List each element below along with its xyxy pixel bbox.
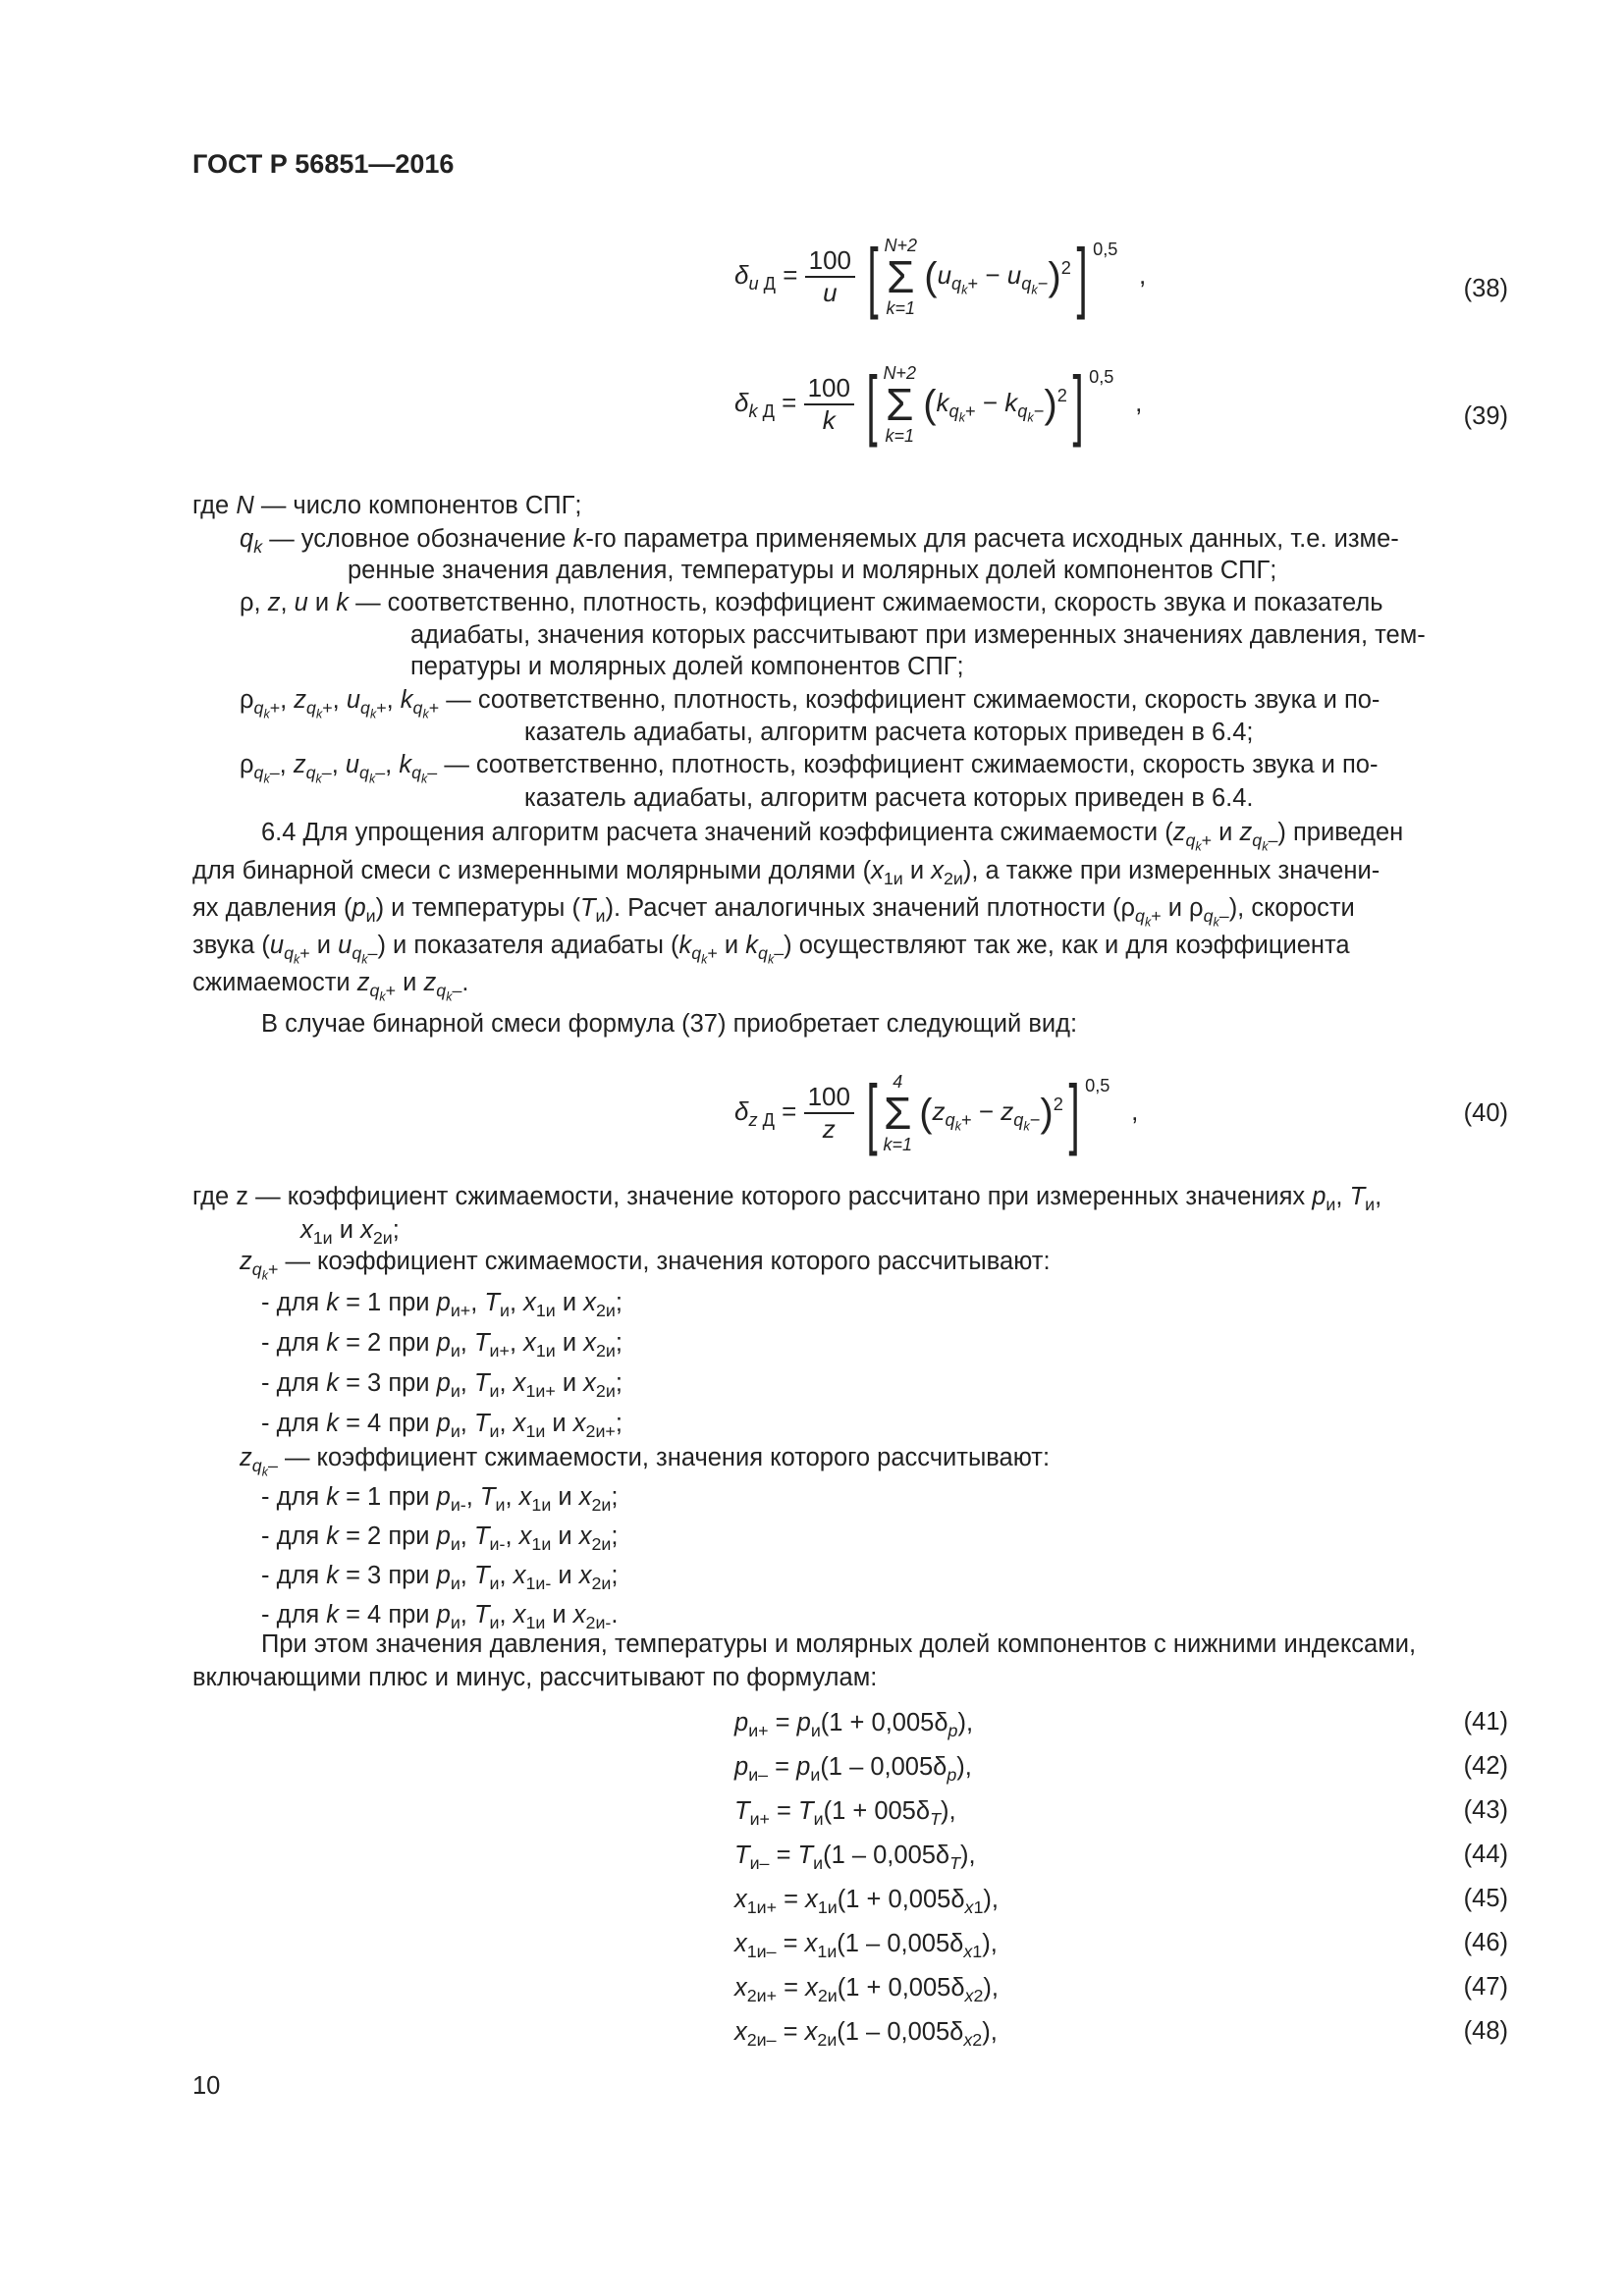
def-rho-line3: пературы и молярных долей компонентов СПГ; bbox=[410, 653, 964, 680]
zplus-k1: - для k = 1 при $p_{и+}$, $T_и$, $x_{1и}$ и $x_{2и}$; bbox=[261, 1289, 623, 1321]
formula-48: $x_{2и-} = x_{2и}(1 - 0,005\delta_{x2})$, bbox=[734, 2018, 998, 2051]
def-n: где N — число компонентов СПГ; bbox=[192, 492, 582, 519]
zminus-k3: - для k = 3 при $p_и$, $T_и$, $x_{1и-}$ и $x_{2и}$; bbox=[261, 1562, 619, 1594]
para-binary: В случае бинарной смеси формула (37) приобретает следующий вид: bbox=[261, 1010, 1078, 1038]
zplus-k4: - для k = 4 при $p_и$, $T_и$, $x_{1и}$ и $x_{2и+}$; bbox=[261, 1410, 623, 1442]
formula-41-number: (41) bbox=[1463, 1708, 1508, 1735]
equation-40-number: (40) bbox=[1463, 1099, 1508, 1127]
formula-46-number: (46) bbox=[1463, 1929, 1508, 1956]
formula-44: $T_{и-} = T_и(1 - 0,005\delta_T)$, bbox=[734, 1842, 976, 1874]
zplus-k3: - для k = 3 при $p_и$, $T_и$, $x_{1и+}$ и $x_{2и}$; bbox=[261, 1369, 623, 1402]
def-rho-line2: адиабаты, значения которых рассчитывают при измеренных значениях давления, тем- bbox=[410, 621, 1426, 649]
para-6-4-line4: звука ($u_{q_k+}$ и $u_{q_k-}$) и показателя адиабаты ($k_{q_k+}$ и $k_{q_k-}$) осуществляют так же, как и для коэффициента bbox=[192, 932, 1350, 967]
def-zplus: $z_{q_k+}$ — коэффициент сжимаемости, значения которого рассчитывают: bbox=[240, 1248, 1051, 1283]
formula-43-number: (43) bbox=[1463, 1796, 1508, 1824]
equation-38-number: (38) bbox=[1463, 275, 1508, 302]
def-z-line2: $x_{1и}$ и $x_{2и}$; bbox=[300, 1216, 400, 1249]
formula-45-number: (45) bbox=[1463, 1885, 1508, 1912]
formula-42-number: (42) bbox=[1463, 1752, 1508, 1780]
formula-47: $x_{2и+} = x_{2и}(1 + 0,005\delta_{x2})$, bbox=[734, 1974, 999, 2006]
para-final-line1: При этом значения давления, температуры и молярных долей компонентов с нижними индексами, bbox=[261, 1630, 1417, 1658]
equation-39-number: (39) bbox=[1463, 402, 1508, 430]
zminus-k4: - для k = 4 при $p_и$, $T_и$, $x_{1и}$ и $x_{2и-}$. bbox=[261, 1601, 619, 1633]
document-header: ГОСТ Р 56851—2016 bbox=[192, 149, 455, 179]
para-final-line2: включающими плюс и минус, рассчитывают по формулам: bbox=[192, 1664, 878, 1691]
def-zminus: $z_{q_k-}$ — коэффициент сжимаемости, значения которого рассчитывают: bbox=[240, 1444, 1051, 1479]
para-6-4-line1: 6.4 Для упрощения алгоритм расчета значений коэффициента сжимаемости ($z_{q_k+}$ и $z_{q_k-}$) приведен bbox=[261, 819, 1404, 854]
zminus-k2: - для k = 2 при $p_и$, $T_{и-}$, $x_{1и}$ и $x_{2и}$; bbox=[261, 1522, 619, 1555]
def-minus-line2: казатель адиабаты, алгоритм расчета которых приведен в 6.4. bbox=[524, 784, 1254, 812]
formula-41: $p_{и+} = p_и(1 + 0,005\delta_p)$, bbox=[734, 1709, 974, 1741]
para-6-4-line5: сжимаемости $z_{q_k+}$ и $z_{q_k-}$. bbox=[192, 969, 469, 1004]
def-qk-line2: ренные значения давления, температуры и молярных долей компонентов СПГ; bbox=[348, 557, 1277, 584]
zminus-k1: - для k = 1 при $p_{и-}$, $T_и$, $x_{1и}$ и $x_{2и}$; bbox=[261, 1483, 619, 1516]
formula-44-number: (44) bbox=[1463, 1841, 1508, 1868]
zplus-k2: - для k = 2 при $p_и$, $T_{и+}$, $x_{1и}$ и $x_{2и}$; bbox=[261, 1329, 623, 1362]
para-6-4-line3: ях давления $(p_и)$ и температуры $(T_и)$. Расчет аналогичных значений плотности ($\rho_{q_k+}$ и $\rho_{q_k-}$), скорости bbox=[192, 894, 1355, 930]
formula-43: $T_{и+} = T_и(1 + 005\delta_T)$, bbox=[734, 1797, 956, 1830]
formula-46: $x_{1и-} = x_{1и}(1 - 0,005\delta_{x1})$, bbox=[734, 1930, 998, 1962]
formula-42: $p_{и-} = p_и(1 - 0,005\delta_p)$, bbox=[734, 1753, 972, 1786]
formula-45: $x_{1и+} = x_{1и}(1 + 0,005\delta_{x1})$, bbox=[734, 1886, 999, 1918]
formula-48-number: (48) bbox=[1463, 2017, 1508, 2045]
def-plus-line1: $\rho_{q_k+}$, $z_{q_k+}$, $u_{q_k+}$, $k_{q_k+}$ — соответственно, плотность, коэффициент сжимаемости, скорость звука и по- bbox=[240, 686, 1380, 721]
def-minus-line1: $\rho_{q_k-}$, $z_{q_k-}$, $u_{q_k-}$, $k_{q_k-}$ — соответственно, плотность, коэффициент сжимаемости, скорость звука и по- bbox=[240, 751, 1379, 786]
equation-40: $\delta_{z Д}$ = $\frac{100}{z}$ [ 4 Σ k=1 $(z_{q_k+} - z_{q_k-})^2$] $^{0,5}$ , bbox=[734, 1069, 1139, 1156]
def-rho-line1: ρ, z, u и k — соответственно, плотность, коэффициент сжимаемости, скорость звука и показатель bbox=[240, 589, 1383, 616]
para-6-4-line2: для бинарной смеси с измеренными молярными долями ($x_{1и}$ и $x_{2и}$), а также при измеренных значени- bbox=[192, 857, 1380, 889]
def-z-line1: где z — коэффициент сжимаемости, значение которого рассчитано при измеренных значениях $p_и$, $T_и$, bbox=[192, 1183, 1382, 1215]
equation-39: $\delta_{k Д}$ = $\frac{100}{k}$ [ N+2 Σ k=1 $(k_{q_k+} - k_{q_k-})^2$] $^{0,5}$ , bbox=[734, 360, 1143, 448]
def-plus-line2: казатель адиабаты, алгоритм расчета которых приведен в 6.4; bbox=[524, 719, 1254, 746]
def-qk-line1: $q_k$ — условное обозначение k-го параметра применяемых для расчета исходных данных, т.е. изме- bbox=[240, 525, 1399, 558]
formula-47-number: (47) bbox=[1463, 1973, 1508, 2001]
page-number: 10 bbox=[192, 2072, 221, 2100]
equation-38: $\delta_{u Д}$ = $\frac{100}{u}$ [ N+2 Σ k=1 $(u_{q_k+} - u_{q_k-})^2$] $^{0,5}$ , bbox=[734, 233, 1147, 320]
